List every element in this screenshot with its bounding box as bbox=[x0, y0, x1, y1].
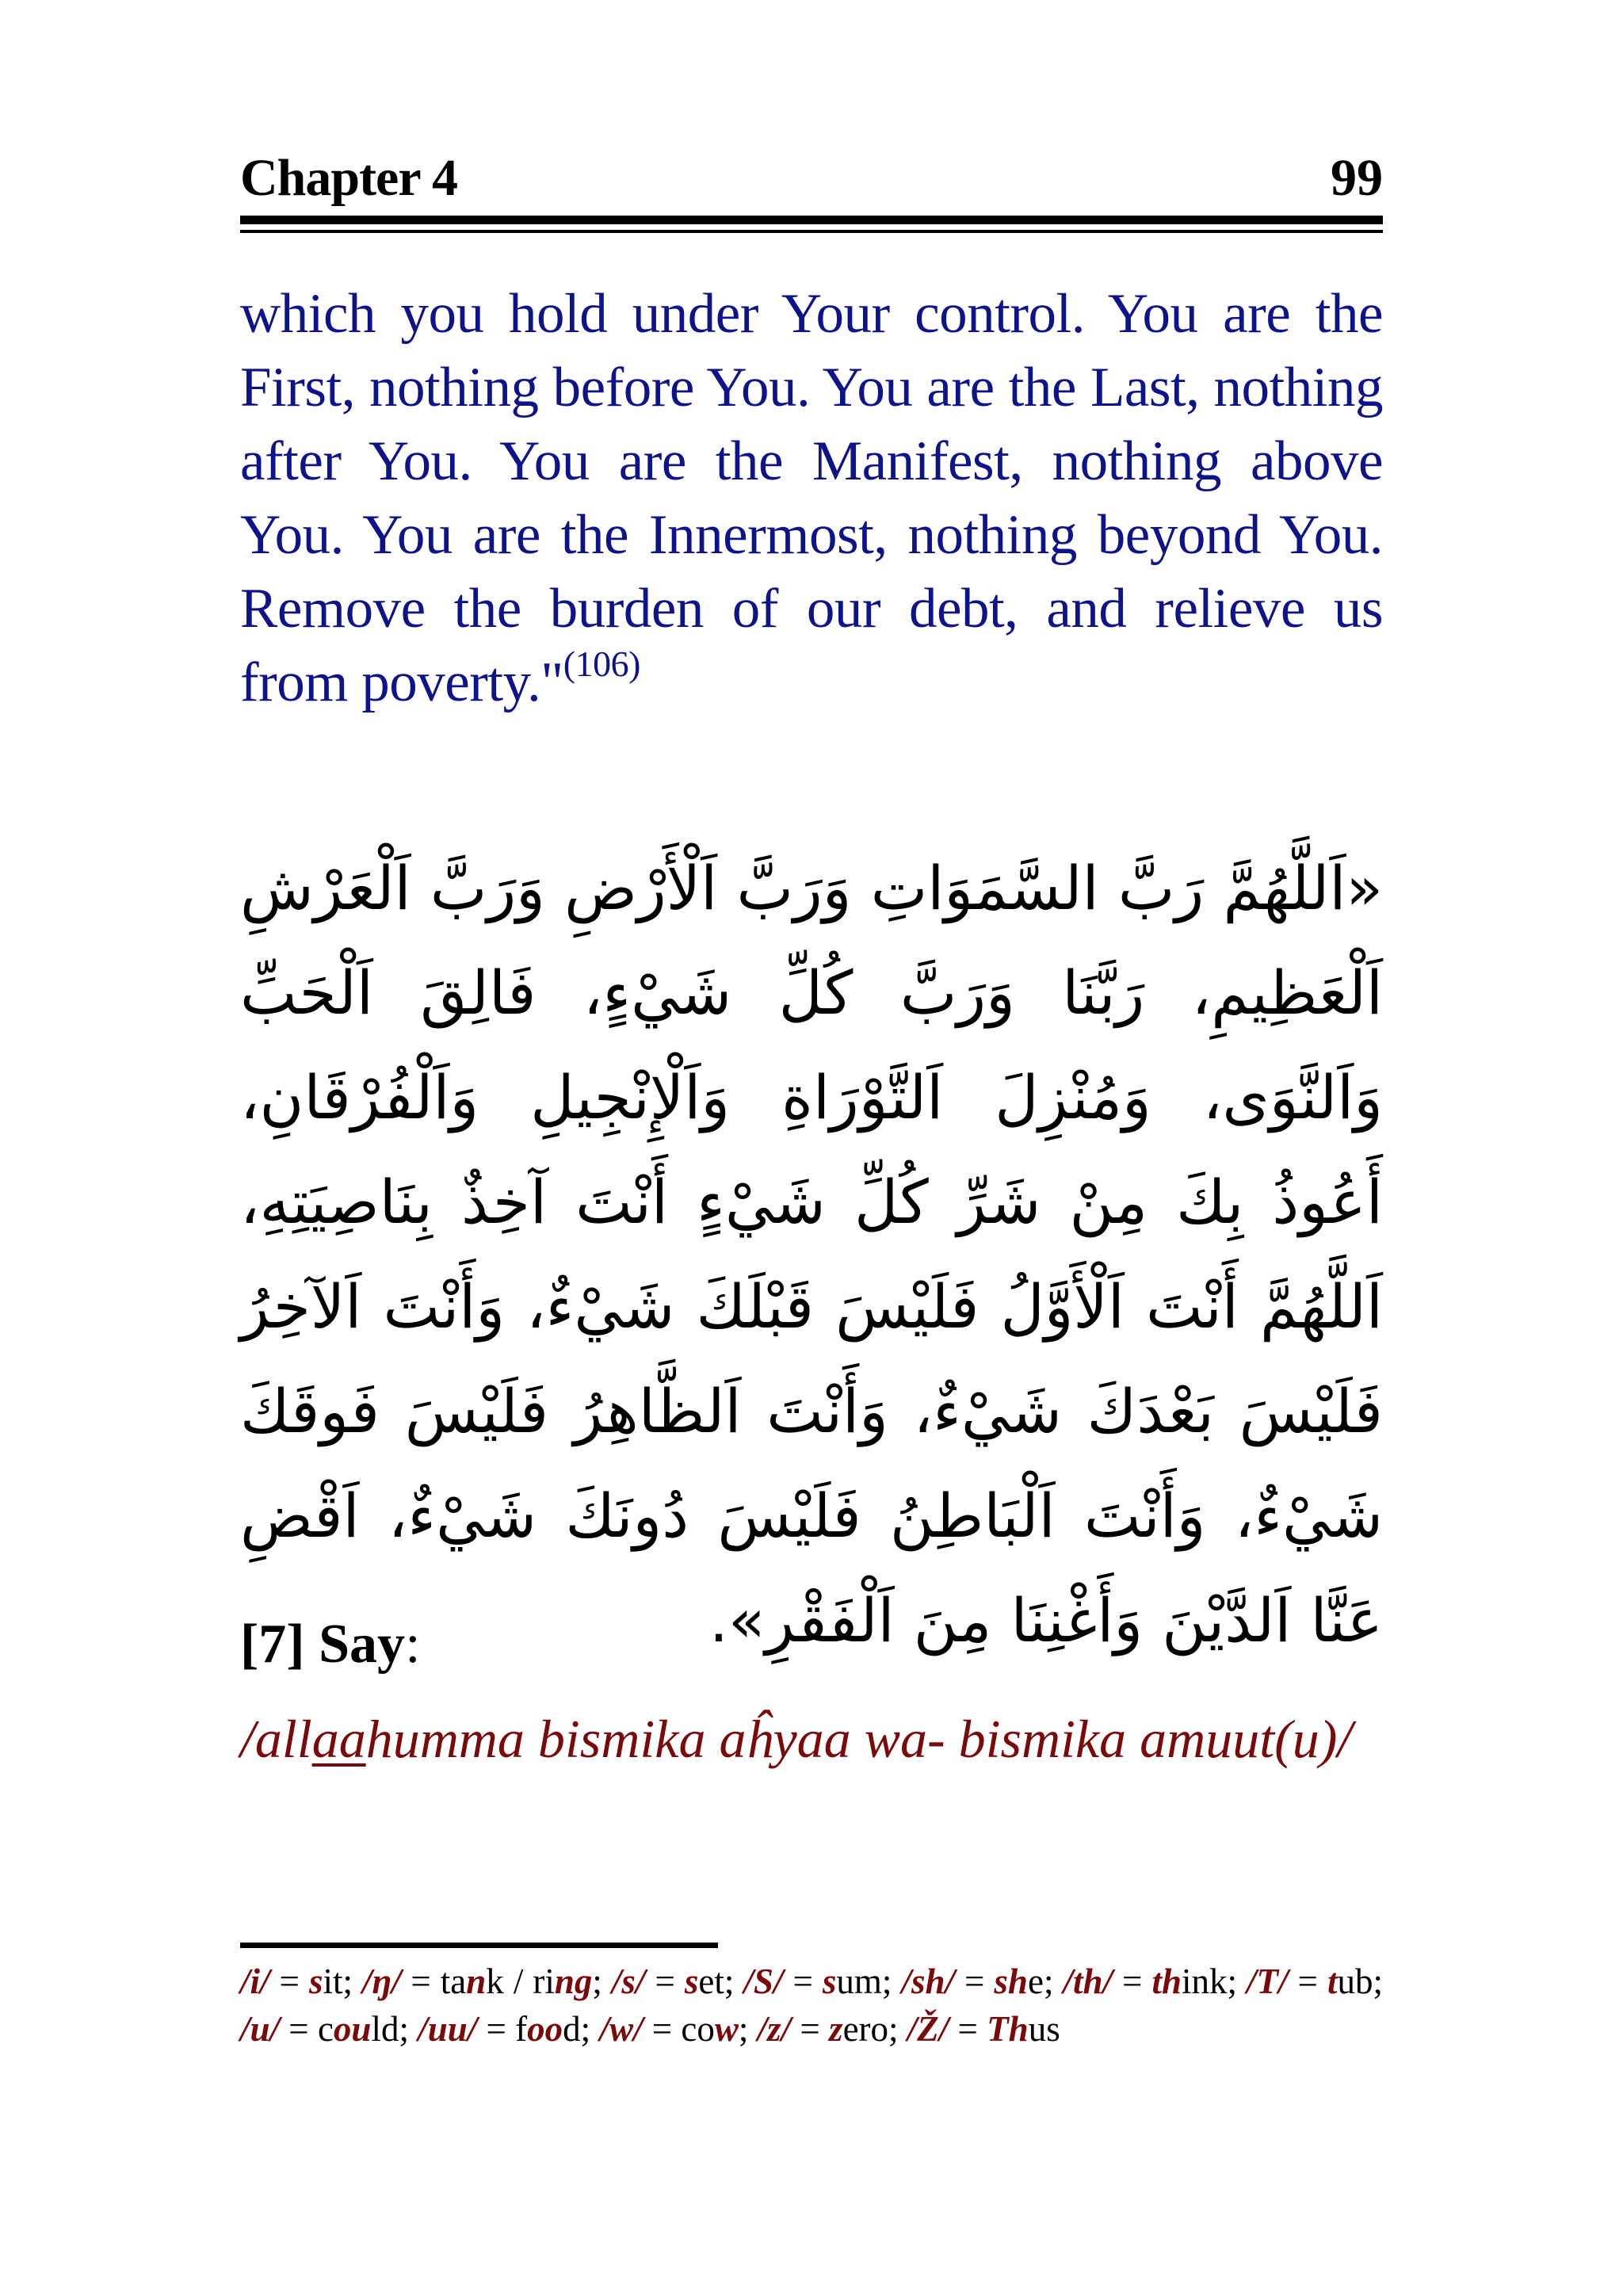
transliteration bbox=[240, 1702, 1383, 1776]
footnote-symbol: /i/ bbox=[240, 1962, 270, 2001]
footnote-entry bbox=[1063, 1962, 1247, 2001]
footnote-entry bbox=[240, 2009, 418, 2049]
footnote-symbol: /S/ bbox=[743, 1962, 784, 2001]
footnote-example-highlight: Th bbox=[987, 2009, 1029, 2049]
footnote-separator bbox=[240, 1943, 718, 1948]
footnote-symbol: /w/ bbox=[599, 2009, 643, 2049]
transliteration-open: /all bbox=[240, 1709, 312, 1769]
footnote-example-post: ; bbox=[592, 1962, 612, 2001]
footnote-reference: (106) bbox=[563, 644, 640, 685]
page-header bbox=[240, 151, 1383, 206]
footnote-example-highlight: t bbox=[1327, 1962, 1338, 2001]
footnote-example-post: d; bbox=[563, 2009, 600, 2049]
translation-paragraph bbox=[240, 277, 1383, 720]
footnote-example-highlight: z bbox=[829, 2009, 843, 2049]
footnote-symbol: /u/ bbox=[240, 2009, 281, 2049]
footnote-example-post: ; bbox=[738, 2009, 758, 2049]
footnote-equals: = bbox=[645, 1962, 685, 2001]
footnote-example-post: ink; bbox=[1181, 1962, 1247, 2001]
footnote-symbol: /ŋ/ bbox=[362, 1962, 402, 2001]
section-heading bbox=[240, 1613, 421, 1676]
transliteration-underlined: aa bbox=[311, 1709, 366, 1769]
footnote-example-highlight: s bbox=[822, 1962, 837, 2001]
footnote-example-highlight: w bbox=[714, 2009, 739, 2049]
footnote-symbol: /s/ bbox=[611, 1962, 646, 2001]
section-number: [7] bbox=[240, 1614, 305, 1675]
footnote-symbol: /sh/ bbox=[901, 1962, 955, 2001]
footnote-example-highlight: th bbox=[1151, 1962, 1182, 2001]
footnote-example-post: et; bbox=[698, 1962, 744, 2001]
footnote-symbol: /T/ bbox=[1247, 1962, 1289, 2001]
footnote-equals: = bbox=[1288, 1962, 1327, 2001]
footnote-example-pre: ta bbox=[440, 1962, 467, 2001]
footnote-entry bbox=[555, 1962, 612, 2001]
footnote-example-pre: f bbox=[515, 2009, 528, 2049]
footnote-example-highlight: s bbox=[684, 1962, 699, 2001]
footnote-example-pre: c bbox=[317, 2009, 334, 2049]
footnote-example-post: k / ri bbox=[486, 1962, 555, 2001]
footnote-entry bbox=[907, 2009, 1060, 2049]
section-colon: : bbox=[405, 1614, 421, 1675]
footnote-equals: = bbox=[949, 2009, 987, 2049]
footnote-entry bbox=[240, 1962, 362, 2001]
transliteration-rest: humma bismika aĥyaa wa- bismika amuut(u)/ bbox=[365, 1709, 1353, 1769]
footnote-example-post: ub; bbox=[1337, 1962, 1383, 2001]
footnote-entry bbox=[362, 1962, 555, 2001]
footnote-symbol: /Ž/ bbox=[907, 2009, 949, 2049]
page-number: 99 bbox=[1331, 149, 1383, 207]
footnote-entry bbox=[599, 2009, 757, 2049]
footnote-symbol: /z/ bbox=[757, 2009, 792, 2049]
footnote-example-post: ero; bbox=[842, 2009, 907, 2049]
footnote-example-highlight: oo bbox=[527, 2009, 563, 2049]
footnote-entry bbox=[901, 1962, 1063, 2001]
footnote-example-post: it; bbox=[323, 1962, 362, 2001]
header-rule-thick bbox=[240, 216, 1383, 224]
chapter-title: Chapter 4 bbox=[240, 149, 457, 207]
pronunciation-footnote bbox=[240, 1958, 1383, 2053]
footnote-equals: = bbox=[401, 1962, 441, 2001]
header-rule-thin bbox=[240, 230, 1383, 233]
footnote-entry bbox=[758, 2009, 907, 2049]
footnote-equals: = bbox=[954, 1962, 995, 2001]
footnote-equals: = bbox=[791, 2009, 830, 2049]
footnote-symbol: /th/ bbox=[1063, 1962, 1113, 2001]
footnote-entry bbox=[612, 1962, 744, 2001]
footnote-equals: = bbox=[280, 2009, 318, 2049]
section-label: Say bbox=[319, 1614, 406, 1675]
footnote-example-post: um; bbox=[836, 1962, 902, 2001]
footnote-entry bbox=[743, 1962, 901, 2001]
footnote-example-post: us bbox=[1028, 2009, 1060, 2049]
footnote-example-highlight: ng bbox=[554, 1962, 593, 2001]
footnote-example-pre: co bbox=[681, 2009, 715, 2049]
footnote-entry bbox=[418, 2009, 599, 2049]
footnote-equals: = bbox=[477, 2009, 516, 2049]
footnote-example-highlight: ou bbox=[333, 2009, 372, 2049]
footnote-example-highlight: sh bbox=[994, 1962, 1028, 2001]
footnote-equals: = bbox=[783, 1962, 823, 2001]
footnote-equals: = bbox=[269, 1962, 309, 2001]
footnote-entry bbox=[1247, 1962, 1383, 2001]
footnote-example-post: ld; bbox=[371, 2009, 418, 2049]
footnote-example-post: e; bbox=[1027, 1962, 1064, 2001]
footnote-symbol: /uu/ bbox=[418, 2009, 478, 2049]
footnote-equals: = bbox=[643, 2009, 682, 2049]
footnote-equals: = bbox=[1113, 1962, 1152, 2001]
arabic-supplication: «اَللَّهُمَّ رَبَّ السَّمَوَاتِ وَرَبَّ اَلْأَرْضِ وَرَبَّ اَلْعَرْشِ اَلْعَظِيمِ، رَبَّنَا وَرَبَّ كُلِّ شَيْءٍ، فَالِقَ اَلْحَبِّ وَاَلنَّوَى، وَمُنْزِلَ اَلتَّوْرَاةِ وَاَلْإِنْجِيلِ وَاَلْفُرْقَانِ، أَعُوذُ بِكَ مِنْ شَرِّ كُلِّ شَيْءٍ أَنْتَ آخِذٌ بِنَاصِيَتِهِ، اَللَّهُمَّ أَنْتَ اَلْأَوَّلُ فَلَيْسَ قَبْلَكَ شَيْءٌ، وَأَنْتَ اَلآخِرُ فَلَيْسَ بَعْدَكَ شَيْءٌ، وَأَنْتَ اَلظَّاهِرُ فَلَيْسَ فَوقَكَ شَيْءٌ، وَأَنْتَ اَلْبَاطِنُ فَلَيْسَ دُونَكَ شَيْءٌ، اَقْضِ عَنَّا اَلدَّيْنَ وَأَغْنِنَا مِنَ اَلْفَقْرِ». bbox=[240, 853, 1383, 1656]
footnote-example-highlight: s bbox=[308, 1962, 323, 2001]
footnote-example-highlight: n bbox=[466, 1962, 487, 2001]
translation-text: which you hold under Your control. You are the First, nothing before You. You are the Last, nothing after You. You are the Manifest, nothing above You. You are the Innermost, nothing beyond You. Remove the burden of our debt, and relieve us from poverty." bbox=[240, 283, 1383, 713]
